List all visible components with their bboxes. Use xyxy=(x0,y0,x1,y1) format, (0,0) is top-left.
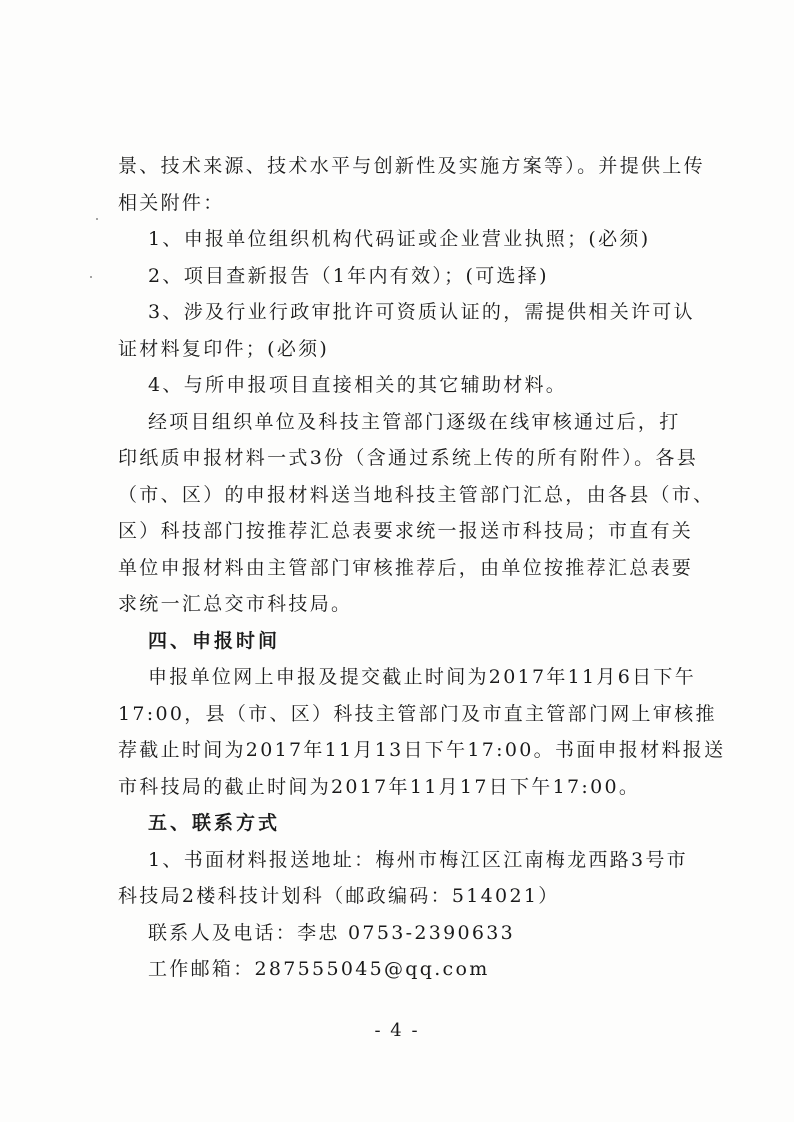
paragraph-line: 17:00，县（市、区）科技主管部门及市直主管部门网上审核推 xyxy=(118,702,717,725)
contact-phone: 联系人及电话：李忠 0753-2390633 xyxy=(148,921,516,944)
page-number: - 4 - xyxy=(374,1020,420,1041)
paragraph-line: 印纸质申报材料一式3份（含通过系统上传的所有附件）。各县 xyxy=(118,447,698,469)
paragraph-line: 相关附件： xyxy=(118,191,225,214)
paragraph-line: 经项目组织单位及科技主管部门逐级在线审核通过后，打 xyxy=(148,410,681,433)
attachment-item-2: 2、项目查新报告（1年内有效）；(可选择) xyxy=(148,264,549,287)
paragraph-line: 景、技术来源、技术水平与创新性及实施方案等）。并提供上传 xyxy=(118,155,705,177)
attachment-item-4: 4、与所申报项目直接相关的其它辅助材料。 xyxy=(148,374,568,396)
paragraph-line: 市科技局的截止时间为2017年11月17日下午17:00。 xyxy=(118,775,641,798)
section-heading-schedule: 四、申报时间 xyxy=(148,629,281,652)
attachment-item-3: 3、涉及行业行政审批许可资质认证的，需提供相关许可认 xyxy=(148,301,695,323)
paragraph-line: 区）科技部门按推荐汇总表要求统一报送市科技局；市直有关 xyxy=(118,520,694,542)
scan-speck xyxy=(96,218,98,220)
contact-address-cont: 科技局2楼科技计划科（邮政编码：514021） xyxy=(118,885,560,907)
document-body xyxy=(118,148,726,988)
paragraph-line: 申报单位网上申报及提交截止时间为2017年11月6日下午 xyxy=(148,666,697,688)
attachment-item-1: 1、申报单位组织机构代码证或企业营业执照；(必须) xyxy=(148,228,651,250)
contact-address: 1、书面材料报送地址：梅州市梅江区江南梅龙西路3号市 xyxy=(148,848,688,871)
paragraph-line: 求统一汇总交市科技局。 xyxy=(118,593,353,615)
section-heading-contact: 五、联系方式 xyxy=(148,812,281,834)
paragraph-line: 单位申报材料由主管部门审核推荐后，由单位按推荐汇总表要 xyxy=(118,556,694,579)
attachment-item-3-cont: 证材料复印件；(必须) xyxy=(118,337,330,360)
contact-email: 工作邮箱：287555045@qq.com xyxy=(148,958,490,980)
paragraph-line: （市、区）的申报材料送当地科技主管部门汇总，由各县（市、 xyxy=(118,483,715,506)
paragraph-line: 荐截止时间为2017年11月13日下午17:00。书面申报材料报送 xyxy=(118,739,726,761)
scan-speck xyxy=(90,276,92,278)
